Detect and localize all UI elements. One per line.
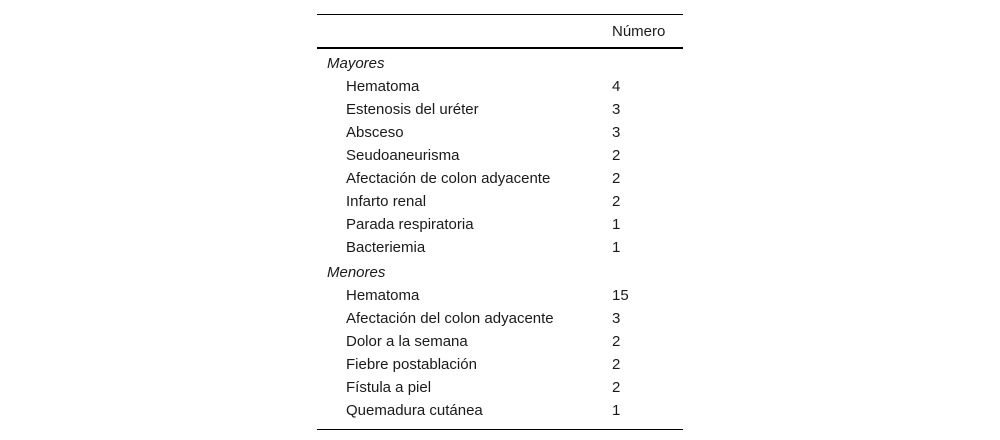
complications-table xyxy=(317,14,683,430)
column-header-number: Número xyxy=(612,23,666,40)
row-value: 2 xyxy=(612,333,621,350)
row-value: 1 xyxy=(612,402,621,419)
row-value: 15 xyxy=(612,287,629,304)
row-label: Fiebre postablación xyxy=(346,356,477,373)
table-header-row xyxy=(317,15,683,47)
table-row xyxy=(317,284,683,307)
table-row xyxy=(317,190,683,213)
group-label: Menores xyxy=(327,264,386,281)
row-value: 2 xyxy=(612,170,621,187)
row-value: 3 xyxy=(612,101,621,118)
row-label: Afectación del colon adyacente xyxy=(346,310,554,327)
row-label: Parada respiratoria xyxy=(346,216,474,233)
table-row xyxy=(317,167,683,190)
row-label: Infarto renal xyxy=(346,193,427,210)
table-row xyxy=(317,144,683,167)
row-value: 1 xyxy=(612,239,621,256)
row-value: 2 xyxy=(612,356,621,373)
row-value: 3 xyxy=(612,310,621,327)
row-label: Fístula a piel xyxy=(346,379,432,396)
row-label: Quemadura cutánea xyxy=(346,402,483,419)
table-row xyxy=(317,236,683,259)
table-row xyxy=(317,330,683,353)
table-row xyxy=(317,121,683,144)
row-label: Bacteriemia xyxy=(346,239,426,256)
table-row xyxy=(317,376,683,399)
row-label: Estenosis del uréter xyxy=(346,101,479,118)
table-row xyxy=(317,98,683,121)
group-menores xyxy=(317,261,683,422)
table-row xyxy=(317,75,683,98)
table-row xyxy=(317,353,683,376)
row-label: Seudoaneurisma xyxy=(346,147,460,164)
row-label: Hematoma xyxy=(346,78,420,95)
table-row xyxy=(317,307,683,330)
table-bottom-rule xyxy=(317,429,683,430)
row-value: 2 xyxy=(612,193,621,210)
row-value: 4 xyxy=(612,78,621,95)
row-value: 2 xyxy=(612,147,621,164)
table-row xyxy=(317,399,683,422)
group-mayores xyxy=(317,49,683,261)
row-label: Dolor a la semana xyxy=(346,333,468,350)
row-value: 3 xyxy=(612,124,621,141)
row-value: 1 xyxy=(612,216,621,233)
group-label: Mayores xyxy=(327,55,385,72)
row-value: 2 xyxy=(612,379,621,396)
row-label: Hematoma xyxy=(346,287,420,304)
row-label: Absceso xyxy=(346,124,404,141)
table-row xyxy=(317,213,683,236)
row-label: Afectación de colon adyacente xyxy=(346,170,551,187)
